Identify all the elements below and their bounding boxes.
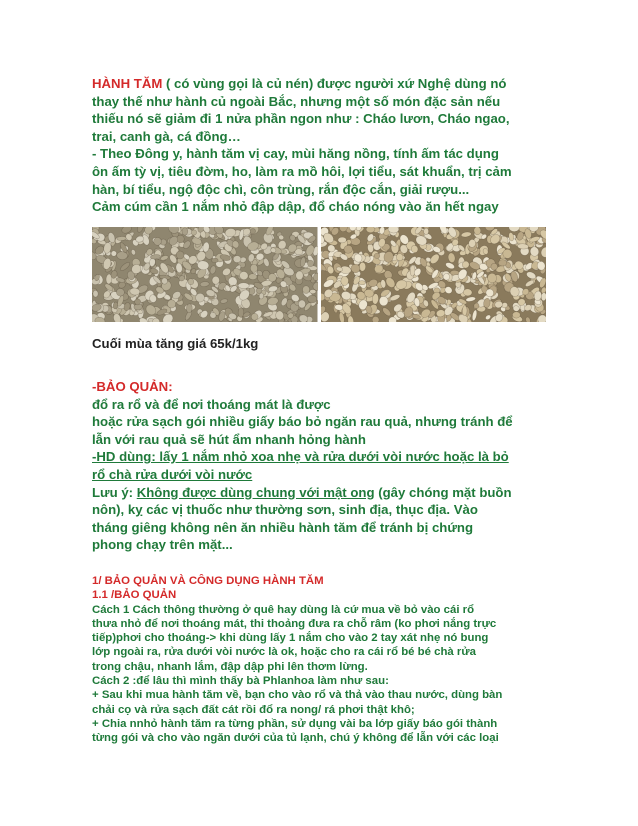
intro-paragraph xyxy=(92,75,554,216)
storage-section xyxy=(92,378,554,554)
intro-title: HÀNH TĂM xyxy=(92,76,163,91)
section-line-4: lớp ngoài ra, rửa dưới vòi nước là ok, hoặc cho ra cái rổ bé bé chà rửa xyxy=(92,646,476,659)
bulbs-photo-right xyxy=(321,227,547,322)
warning-line-2: nôn), kỵ các vị thuốc như thường sơn, sinh địa, thục địa. Vào xyxy=(92,502,478,518)
section-storage-uses xyxy=(92,574,554,746)
warning-line-3: tháng giêng không nên ăn nhiều hành tăm để tránh bị chứng xyxy=(92,519,473,535)
storage-title: -BẢO QUẢN: xyxy=(92,379,173,394)
warning-highlight: Không được dùng chung với mật ong xyxy=(136,484,375,500)
intro-line-1: HÀNH TĂM ( có vùng gọi là củ nén) được người xứ Nghệ dùng nó xyxy=(92,76,507,91)
intro-line-5: - Theo Đông y, hành tăm vị cay, mùi hăng nồng, tính ấm tác dụng xyxy=(92,146,499,162)
price-note: Cuối mùa tăng giá 65k/1kg xyxy=(92,336,259,351)
section-line-7: + Sau khi mua hành tăm về, bạn cho vào rổ và thả vào thau nước, dùng bàn xyxy=(92,689,503,702)
section-subtitle: 1.1 /BẢO QUẢN xyxy=(92,589,177,602)
section-line-6: Cách 2 :để lâu thì mình thấy bà Phlanhoa làm như sau: xyxy=(92,675,389,688)
section-title: 1/ BẢO QUẢN VÀ CÔNG DỤNG HÀNH TĂM xyxy=(92,575,324,587)
section-line-9: + Chia nnhỏ hành tăm ra từng phần, sử dụng vài ba lớp giấy báo gói thành xyxy=(92,717,498,730)
usage-line-1: -HD dùng: lấy 1 nắm nhỏ xoa nhẹ và rửa dưới vòi nước hoặc là bỏ xyxy=(92,449,509,465)
warning-line-4: phong chạy trên mặt... xyxy=(92,537,233,553)
section-line-5: trong chậu, nhanh lắm, đập dập phi lên thơm lừng. xyxy=(92,660,368,673)
intro-line-6: ôn ấm tỳ vị, tiêu đờm, ho, làm ra mồ hôi, lợi tiểu, sát khuẩn, trị cảm xyxy=(92,163,512,179)
storage-line-2: hoặc rửa sạch gói nhiều giấy báo bỏ ngăn rau quả, nhưng tránh để xyxy=(92,414,513,430)
intro-line-3: thiếu nó sẽ giảm đi 1 nửa phần ngon như : Cháo lươn, Cháo ngao, xyxy=(92,111,510,127)
storage-line-1: đổ ra rổ và để nơi thoáng mát là được xyxy=(92,396,331,412)
intro-line-2: thay thế như hành củ ngoài Bắc, nhưng một số món đặc sản nếu xyxy=(92,93,501,109)
storage-line-3: lẫn với rau quả sẽ hút ẩm nhanh hỏng hành xyxy=(92,431,366,447)
warning-line-1: Lưu ý: Không được dùng chung với mật ong (gây chóng mặt buồn xyxy=(92,484,512,500)
bulbs-photo-left xyxy=(92,227,318,322)
intro-line-8: Cảm cúm cần 1 nắm nhỏ đập dập, đổ cháo nóng vào ăn hết ngay xyxy=(92,199,499,215)
section-line-2: thưa nhỏ để nơi thoáng mát, thi thoảng đưa ra chỗ râm (ko phơi nắng trực xyxy=(92,617,497,630)
photo-row xyxy=(92,227,546,322)
section-line-10: từng gói và cho vào ngăn dưới của tủ lạnh, chú ý không để lẫn với các loại xyxy=(92,732,499,745)
intro-line-7: hàn, bí tiểu, ngộ độc chì, côn trùng, rắn độc cắn, giải rượu... xyxy=(92,181,470,197)
section-line-3: tiếp)phơi cho thoáng-> khi dùng lấy 1 nắm cho vào 2 tay xát nhẹ nó bung xyxy=(92,632,489,645)
intro-line-4: trai, canh gà, cá đồng… xyxy=(92,128,241,144)
section-line-8: chải cọ và rửa sạch đất cát rồi đổ ra nong/ rá phơi thật khô; xyxy=(92,703,415,716)
usage-line-2: rổ chà rửa dưới vòi nước xyxy=(92,466,253,482)
section-line-1: Cách 1 Cách thông thường ở quê hay dùng là cứ mua về bỏ vào cái rổ xyxy=(92,603,475,616)
